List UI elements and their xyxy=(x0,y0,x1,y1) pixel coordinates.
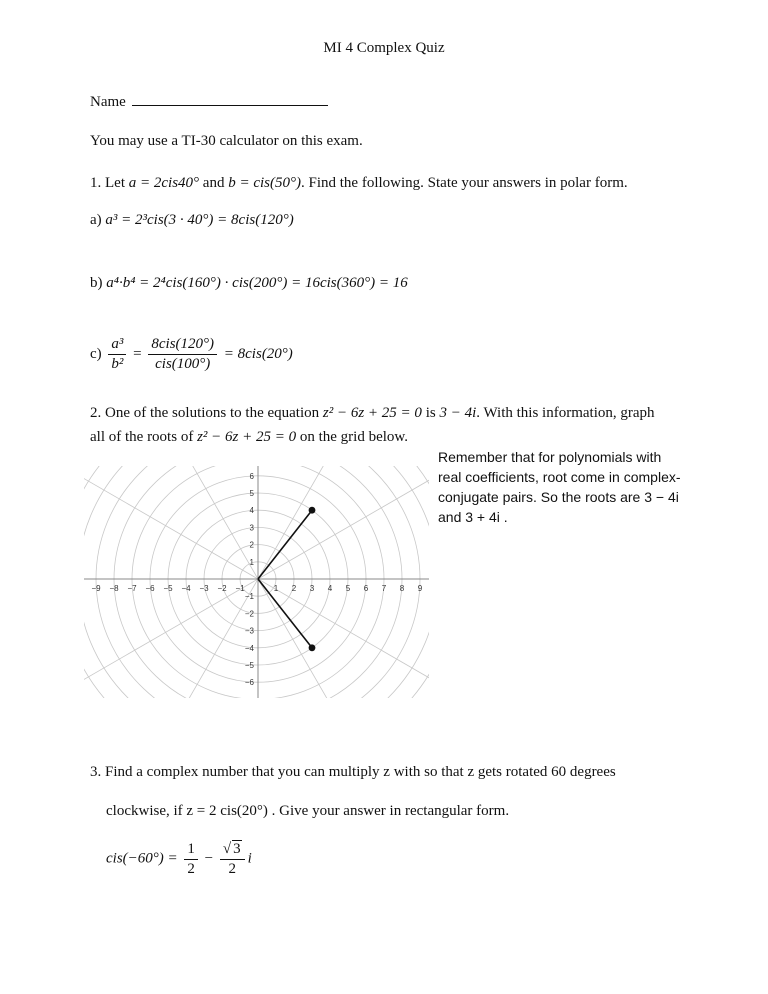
y-tick-label: −3 xyxy=(244,626,254,636)
q1c-rhs-fraction xyxy=(148,336,217,373)
x-tick-label: 6 xyxy=(363,584,369,593)
q1-a-definition: a = 2cis40° xyxy=(128,175,200,191)
q1c-answer: c) $\frac{\text{a³}}{\text{b²}}$ = $\frac{\text{8cis(120°)}}{\text{cis(100°)}}$ = 8cis(20°) xyxy=(90,336,293,372)
q1-and: and xyxy=(202,175,225,191)
question-3-line-1: 3. Find a complex number that you can multiply z with so that z gets rotated 60 degrees xyxy=(90,764,616,780)
grid-ray xyxy=(84,466,258,579)
x-tick-label: 3 xyxy=(309,584,315,593)
q2-equation: z² − 6z + 25 = 0 xyxy=(322,405,422,421)
question-2-line-1 xyxy=(90,405,655,422)
q2-line1-start: 2. One of the solutions to the equation xyxy=(90,405,320,421)
grid-ray xyxy=(258,466,429,579)
q1c-lhs-denominator: b² xyxy=(111,356,124,372)
q3-minus: − xyxy=(204,850,214,867)
y-tick-label: 4 xyxy=(249,506,254,516)
q3-answer xyxy=(106,840,252,878)
y-tick-label: −6 xyxy=(244,678,254,688)
q2-is: is xyxy=(425,405,436,421)
page-title: MI 4 Complex Quiz xyxy=(323,40,445,56)
q1c-result: = 8cis(20°) xyxy=(223,346,293,362)
calculator-note: You may use a TI-30 calculator on this exam. xyxy=(90,133,363,149)
x-tick-label: −8 xyxy=(109,584,119,593)
conjugate-pairs-note: Remember that for polynomials with real coefficients, root come in complex-conjugate pairs. So the roots are 3 − 4i and 3 + 4i . xyxy=(438,449,681,525)
y-tick-label: 1 xyxy=(249,557,254,567)
x-tick-label: −6 xyxy=(145,584,155,593)
question-1-prompt xyxy=(90,175,628,192)
x-tick-label: 1 xyxy=(273,584,279,593)
y-tick-label: −1 xyxy=(244,592,254,602)
q3-fraction-1-num: 1 xyxy=(184,841,198,860)
x-tick-label: 7 xyxy=(381,584,387,593)
q2-equation-repeat: z² − 6z + 25 = 0 xyxy=(197,429,297,445)
x-tick-label: 9 xyxy=(417,584,423,593)
x-tick-label: −2 xyxy=(217,584,227,593)
x-tick-label: −5 xyxy=(163,584,173,593)
q1c-rhs-denominator: cis(100°) xyxy=(155,356,211,372)
root-segment xyxy=(258,579,312,648)
question-2-line-2 xyxy=(90,429,408,446)
q3-fraction-2-den: 2 xyxy=(228,861,236,877)
q2-line1-end: . With this information, graph xyxy=(476,405,655,421)
y-tick-label: 5 xyxy=(249,489,254,498)
name-blank[interactable] xyxy=(132,91,328,106)
q1-prompt-end: . Find the following. State your answers in polar form. xyxy=(301,175,628,191)
q1a-answer xyxy=(90,212,294,229)
x-tick-label: −3 xyxy=(199,584,209,593)
q1b-answer xyxy=(90,275,408,292)
x-tick-label: −9 xyxy=(91,584,101,593)
y-tick-label: −5 xyxy=(244,661,254,670)
x-tick-label: 5 xyxy=(345,584,351,593)
x-tick-label: −7 xyxy=(127,584,137,593)
grid-ray xyxy=(84,579,258,698)
polar-grid xyxy=(84,466,429,698)
q2-root: 3 − 4i xyxy=(439,405,477,421)
q1a-label: a) xyxy=(90,212,102,228)
q1c-rhs-numerator: 8cis(120°) xyxy=(148,336,217,355)
x-tick-label: −1 xyxy=(235,584,245,593)
x-tick-label: 8 xyxy=(399,584,405,593)
q3-answer-lhs: cis(−60°) = xyxy=(106,850,178,867)
polar-grid-chart xyxy=(84,466,429,698)
q1a-expression: a³ = 2³cis(3 · 40°) = 8cis(120°) xyxy=(105,212,294,228)
grid-ray xyxy=(84,579,258,698)
root-point xyxy=(309,644,316,651)
y-tick-label: −4 xyxy=(244,643,254,653)
grid-ray xyxy=(84,466,258,579)
q1-prompt-start: 1. Let xyxy=(90,175,125,191)
y-tick-label: 3 xyxy=(249,523,254,533)
q3-fraction-2-num: 3 xyxy=(233,841,241,857)
root-segment xyxy=(258,510,312,579)
name-field xyxy=(90,91,328,111)
q1c-lhs-fraction xyxy=(108,336,126,373)
q2-line2-end: on the grid below. xyxy=(299,429,409,445)
q1b-expression: a⁴·b⁴ = 2⁴cis(160°) · cis(200°) = 16cis(360°) = 16 xyxy=(106,275,408,291)
q1c-label: c) xyxy=(90,346,102,362)
y-tick-label: 6 xyxy=(249,471,254,481)
x-tick-label: −4 xyxy=(181,584,191,593)
x-tick-label: 4 xyxy=(327,584,333,593)
name-label: Name xyxy=(90,94,126,110)
q1c-lhs-numerator: a³ xyxy=(108,336,126,355)
question-3-line-2: clockwise, if z = 2 cis(20°) . Give your answer in rectangular form. xyxy=(106,803,510,819)
q3-fraction-1-den: 2 xyxy=(187,860,195,877)
q2-line2-start: all of the roots of xyxy=(90,429,194,445)
grid-ray xyxy=(258,466,429,579)
y-tick-label: 2 xyxy=(249,540,254,550)
root-point xyxy=(309,507,316,514)
x-tick-label: 2 xyxy=(291,584,297,593)
q3-fraction-2: $\frac{√ 3}{2}$ xyxy=(220,840,245,878)
q1-b-definition: b = cis(50°) xyxy=(228,175,301,191)
y-tick-label: −2 xyxy=(244,609,254,619)
q1b-label: b) xyxy=(90,275,103,291)
q3-fraction-1 xyxy=(184,841,198,878)
q3-i: i xyxy=(247,850,252,867)
